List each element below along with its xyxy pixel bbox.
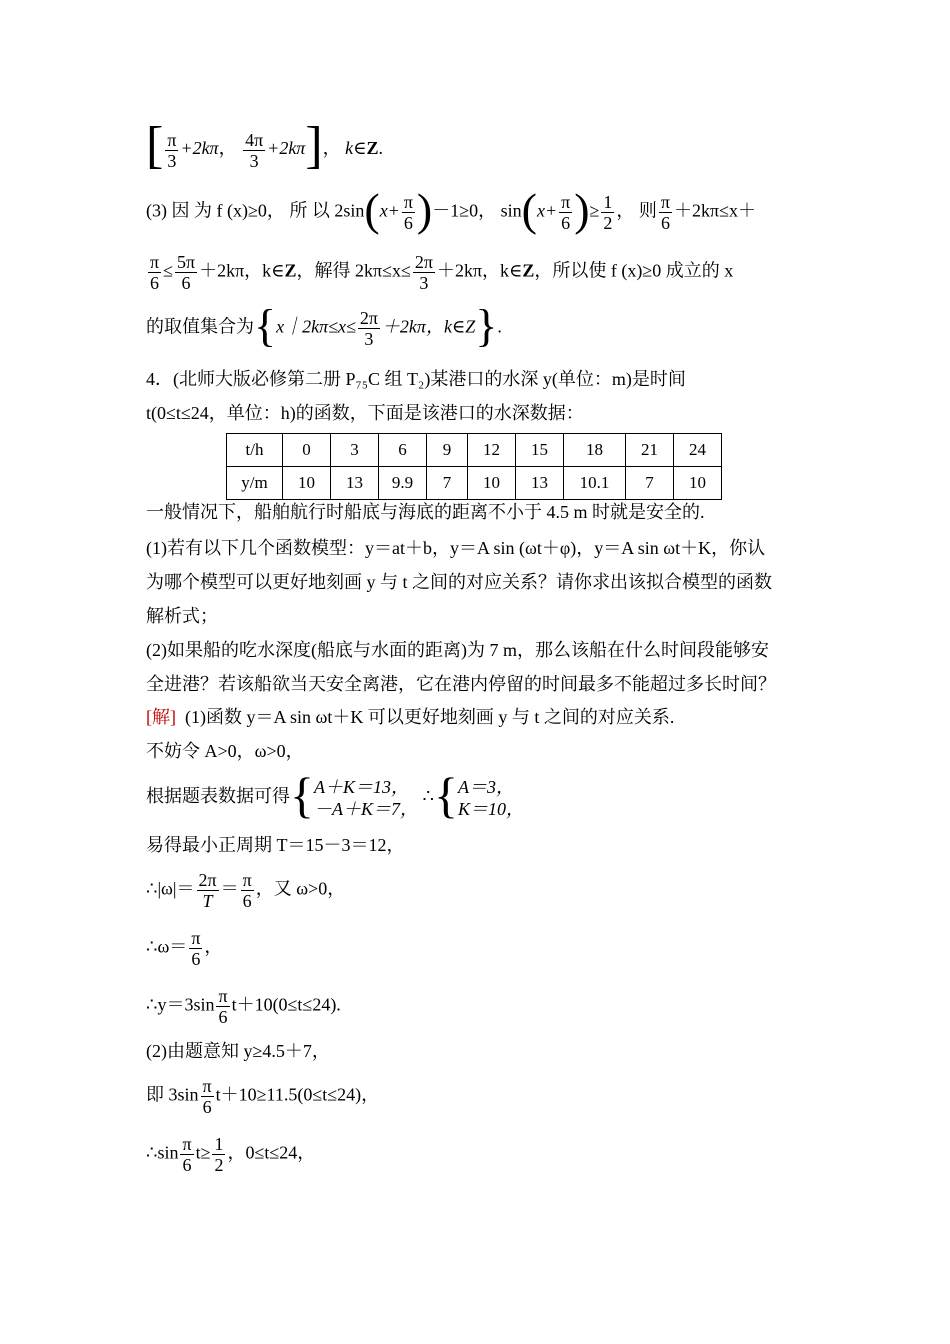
- right-bracket: ]: [305, 117, 323, 174]
- body-line: 全进港？若该船欲当天安全离港，它在港内停留的时间最多不能超过多长时间？: [146, 674, 776, 694]
- solution-line: ∴ω＝ $\frac{\pi}{6}$ ，: [146, 928, 223, 969]
- solution-line: ∴sin $\frac{\pi}{6}$ t≥ $\frac{1}{2}$ ，0≤t≤24，: [146, 1134, 316, 1175]
- solution-system-line: 根据题表数据可得{ A＋K＝13， －A＋K＝7， ∴{ A＝3， K＝10，: [146, 767, 524, 823]
- solution-line: ∴|ω|＝ $\frac{2\pi}{T}$ ＝ $\frac{\pi}{6}$ ，又 ω>0，: [146, 870, 346, 911]
- solution-tag: [解]: [146, 707, 176, 727]
- solution-line: 易得最小正周期 T＝15－3＝12，: [146, 835, 405, 855]
- table-row: y/m 10 13 9.9 7 10 13 10.1 7 10: [227, 467, 722, 500]
- part3-line2: $\frac{\pi}{6}$ ≤ $\frac{5\pi}{6}$ ＋2kπ，k∈Z，解得 2kπ≤x≤ $\frac{2\pi}{3}$ ＋2kπ，k∈Z，所以使 f (x)≥0 成立的 x: [150, 252, 734, 293]
- solution-line: [解] (1)函数 y＝A sin ωt＋K 可以更好地刻画 y 与 t 之间的对应关系.: [146, 707, 675, 727]
- solution-line: 不妨令 A>0，ω>0，: [146, 741, 304, 761]
- question-4-line2: t(0≤t≤24，单位：h)的函数，下面是该港口的水深数据：: [146, 403, 584, 423]
- left-bracket: [: [146, 117, 164, 174]
- table-row: t/h 0 3 6 9 12 15 18 21 24: [227, 434, 722, 467]
- interval-line: [ $\frac{\pi}{3}$ +2kπ， $\frac{4\pi}{3}$ +2kπ]， k∈Z.: [146, 117, 383, 174]
- body-line: 一般情况下，船舶航行时船底与海底的距离不小于 4.5 m 时就是安全的.: [146, 502, 705, 522]
- fraction: $\frac{\pi}{3}$: [167, 129, 177, 171]
- part3-line3: 的取值集合为{x｜2kπ≤x≤ $\frac{2\pi}{3}$ ＋2kπ，k∈Z}.: [146, 299, 502, 351]
- solution-line: (2)由题意知 y≥4.5＋7，: [146, 1041, 330, 1061]
- body-line: 解析式；: [146, 606, 218, 626]
- fraction: $\frac{4\pi}{3}$: [245, 129, 264, 171]
- question-4-line1: 4．(北师大版必修第二册 P₇₅C 组 T₂)某港口的水深 y(单位：m)是时间: [146, 369, 686, 389]
- solution-line: 即 3sin $\frac{\pi}{6}$ t＋10≥11.5(0≤t≤24)，: [146, 1076, 380, 1117]
- part3-line1: (3) 因 为 f (x)≥0， 所 以 2sin(x+ $\frac{\pi}{6}$ )－1≥0， sin(x+ $\frac{\pi}{6}$ )≥ $\frac{1}{2}$ ， 则 $\frac{\pi}{6}$ ＋2kπ≤x＋: [146, 183, 756, 235]
- water-depth-table: [226, 433, 722, 500]
- body-line: 为哪个模型可以更好地刻画 y 与 t 之间的对应关系？请你求出该拟合模型的函数: [146, 572, 772, 592]
- body-line: (2)如果船的吃水深度(船底与水面的距离)为 7 m，那么该船在什么时间段能够安: [146, 640, 769, 660]
- solution-line: ∴y＝3sin $\frac{\pi}{6}$ t＋10(0≤t≤24).: [146, 986, 341, 1027]
- body-line: (1)若有以下几个函数模型：y＝at＋b，y＝A sin (ωt＋φ)，y＝A sin ωt＋K，你认: [146, 538, 766, 558]
